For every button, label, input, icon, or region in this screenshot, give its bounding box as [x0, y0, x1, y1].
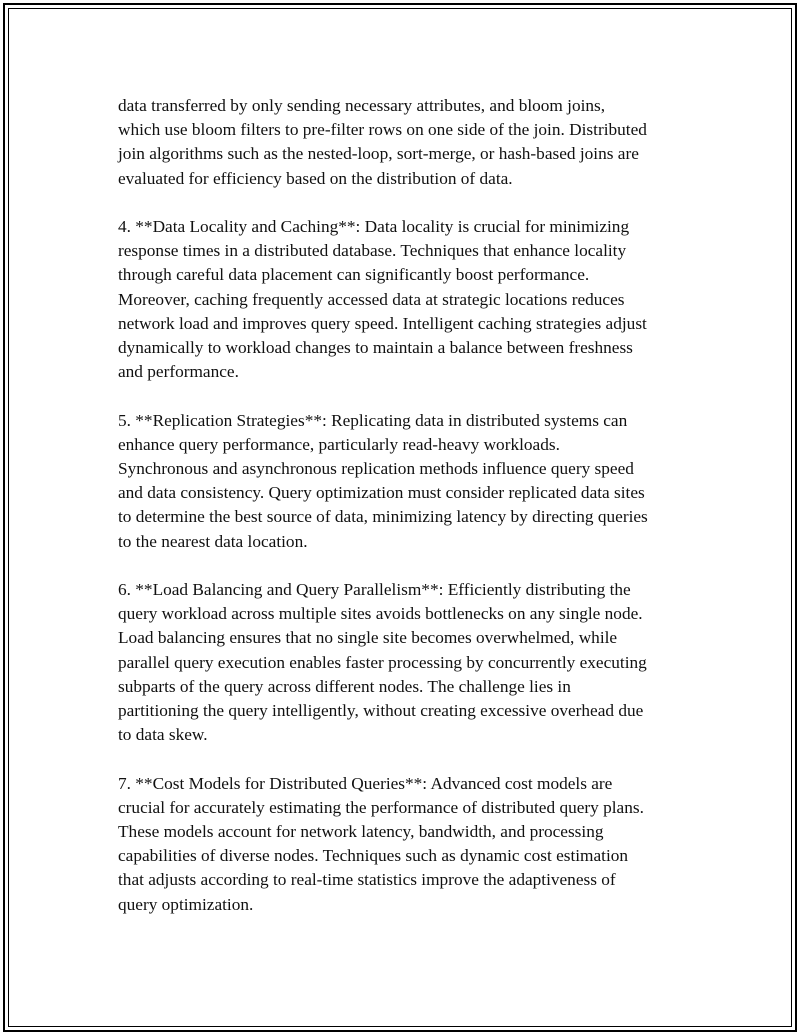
- text-line: 7. **Cost Models for Distributed Queries**: Advanced cost models are: [118, 773, 613, 793]
- text-line: evaluated for efficiency based on the distribution of data.: [118, 168, 513, 188]
- text-line: Synchronous and asynchronous replication methods influence query speed: [118, 459, 634, 479]
- text-line: capabilities of diverse nodes. Techniques such as dynamic cost estimation: [118, 846, 629, 866]
- text-line: crucial for accurately estimating the performance of distributed query plans.: [118, 797, 644, 817]
- text-line: through careful data placement can significantly boost performance.: [118, 265, 590, 285]
- document-body: [118, 94, 690, 917]
- text-line: and data consistency. Query optimization must consider replicated data sites: [118, 483, 645, 503]
- text-line: These models account for network latency, bandwidth, and processing: [118, 822, 604, 842]
- text-line: Load balancing ensures that no single site becomes overwhelmed, while: [118, 628, 618, 648]
- text-line: partitioning the query intelligently, without creating excessive overhead due: [118, 701, 644, 721]
- text-line: that adjusts according to real-time statistics improve the adaptiveness of: [118, 870, 616, 890]
- paragraph-load-balancing: [118, 578, 690, 747]
- text-line: query optimization.: [118, 894, 254, 914]
- text-line: dynamically to workload changes to maintain a balance between freshness: [118, 338, 633, 358]
- paragraph-replication: [118, 409, 690, 554]
- text-line: network load and improves query speed. Intelligent caching strategies adjust: [118, 313, 647, 333]
- text-line: to the nearest data location.: [118, 531, 308, 551]
- text-line: subparts of the query across different nodes. The challenge lies in: [118, 676, 571, 696]
- text-line: query workload across multiple sites avoids bottlenecks on any single node.: [118, 604, 643, 624]
- text-line: Moreover, caching frequently accessed data at strategic locations reduces: [118, 289, 625, 309]
- paragraph-cost-models: [118, 772, 690, 917]
- text-line: parallel query execution enables faster processing by concurrently executing: [118, 652, 647, 672]
- text-line: to data skew.: [118, 725, 208, 745]
- text-line: data transferred by only sending necessary attributes, and bloom joins,: [118, 96, 606, 115]
- text-line: to determine the best source of data, minimizing latency by directing queries: [118, 507, 648, 527]
- paragraph-data-locality: [118, 215, 690, 384]
- text-line: 6. **Load Balancing and Query Parallelism**: Efficiently distributing the: [118, 580, 631, 600]
- text-line: join algorithms such as the nested-loop, sort-merge, or hash-based joins are: [118, 144, 639, 164]
- text-line: and performance.: [118, 362, 239, 382]
- text-line: 5. **Replication Strategies**: Replicating data in distributed systems can: [118, 410, 628, 430]
- text-line: 4. **Data Locality and Caching**: Data locality is crucial for minimizing: [118, 217, 630, 236]
- paragraph-join-strategies: [118, 94, 690, 191]
- text-line: which use bloom filters to pre-filter rows on one side of the join. Distributed: [118, 120, 647, 140]
- text-line: response times in a distributed database. Techniques that enhance locality: [118, 241, 627, 261]
- text-line: enhance query performance, particularly read-heavy workloads.: [118, 434, 560, 454]
